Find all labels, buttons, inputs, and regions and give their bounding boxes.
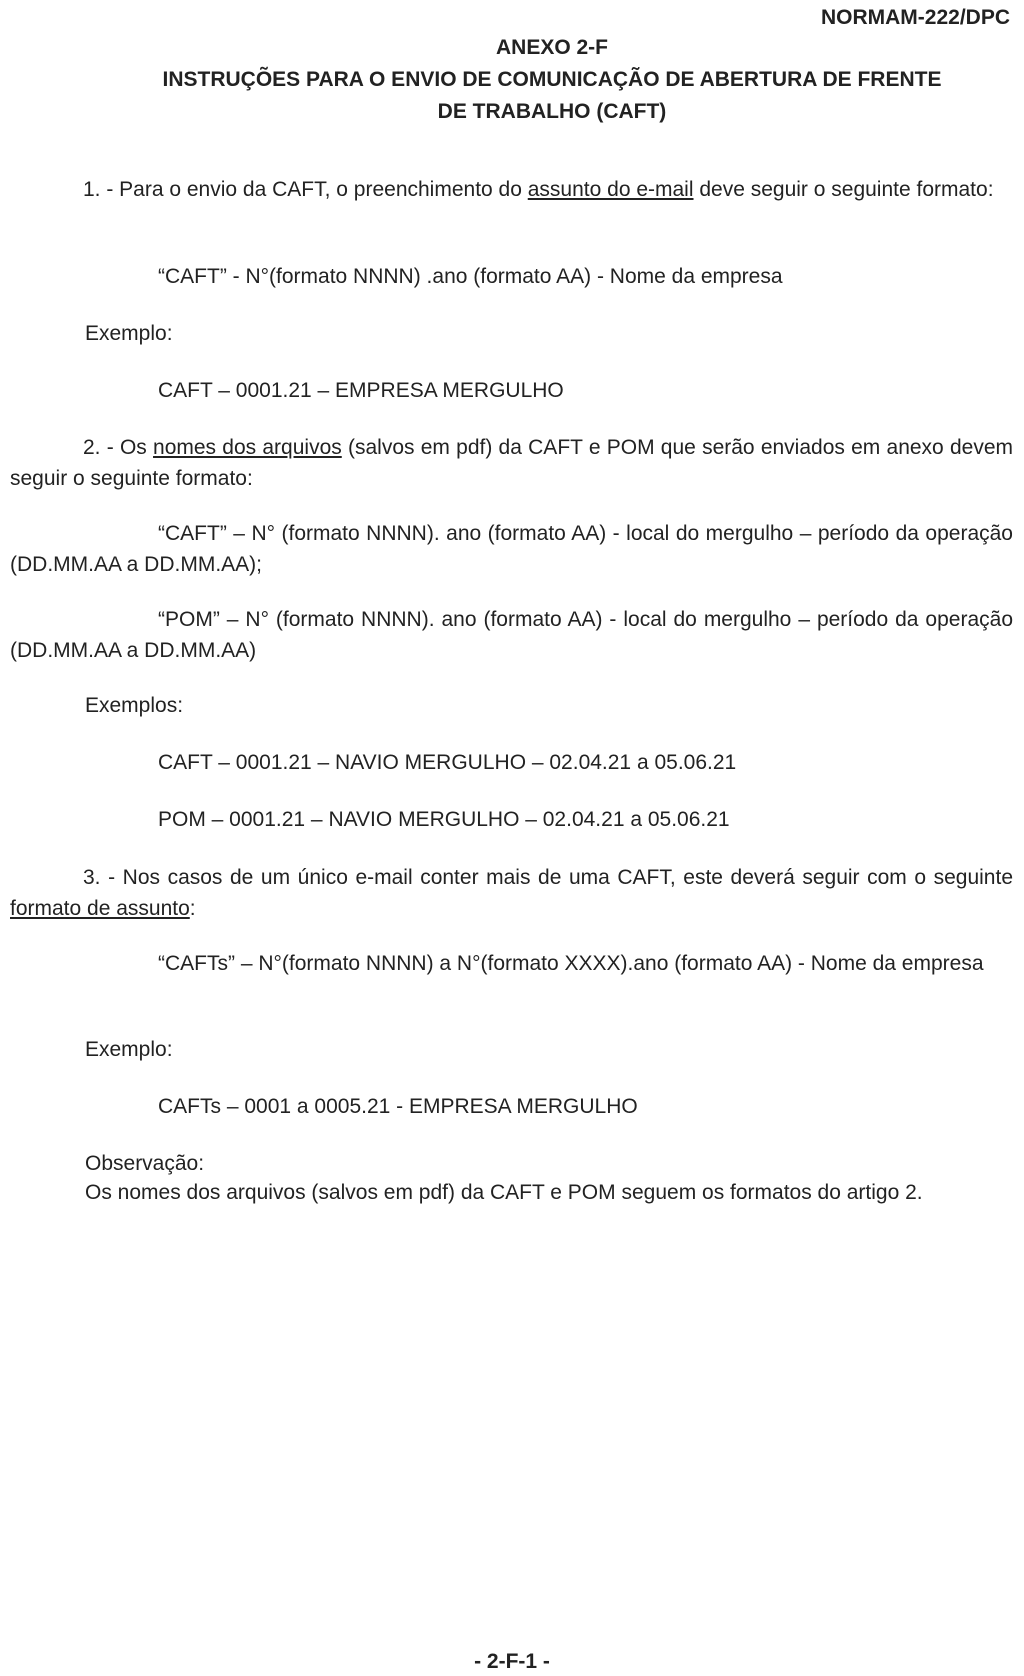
- section3-underlined: formato de assunto: [10, 897, 190, 920]
- section2-paragraph: [10, 432, 1013, 494]
- section1-example: CAFT – 0001.21 – EMPRESA MERGULHO: [158, 379, 564, 402]
- observation-label: Observação:: [85, 1152, 205, 1175]
- section2-example-pom: POM – 0001.21 – NAVIO MERGULHO – 02.04.21 a 05.06.21: [158, 808, 730, 831]
- section2-format-caft: “CAFT” – N° (formato NNNN). ano (formato AA) - local do mergulho – período da operação (DD.MM.AA a DD.MM.AA);: [10, 522, 1013, 576]
- section1-format: “CAFT” - N°(formato NNNN) .ano (formato AA) - Nome da empresa: [158, 265, 783, 288]
- section2-format-pom: “POM” – N° (formato NNNN). ano (formato AA) - local do mergulho – período da operação (DD.MM.AA a DD.MM.AA): [10, 608, 1013, 662]
- section3-paragraph: [10, 862, 1013, 924]
- section3-text-pre: 3. - Nos casos de um único e-mail conter mais de uma CAFT, este deverá seguir com o seguinte: [83, 866, 1013, 889]
- page-number: - 2-F-1 -: [474, 1650, 550, 1673]
- section1-example-label: Exemplo:: [85, 322, 173, 345]
- section2-text-pre: 2. - Os: [83, 436, 154, 459]
- section2-example-caft: CAFT – 0001.21 – NAVIO MERGULHO – 02.04.21 a 05.06.21: [158, 751, 737, 774]
- section1-underlined: assunto do e-mail: [527, 178, 694, 201]
- section3-example: CAFTs – 0001 a 0005.21 - EMPRESA MERGULHO: [158, 1095, 638, 1118]
- annex-subtitle-line2: DE TRABALHO (CAFT): [437, 100, 667, 123]
- annex-title: ANEXO 2-F: [495, 36, 608, 59]
- section1-text-post: deve seguir o seguinte formato:: [693, 178, 994, 201]
- section3-format: “CAFTs” – N°(formato NNNN) a N°(formato XXXX).ano (formato AA) - Nome da empresa: [158, 952, 984, 975]
- section1-paragraph: [10, 174, 1013, 205]
- section3-example-label: Exemplo:: [85, 1038, 173, 1061]
- section2-underlined: nomes dos arquivos: [153, 436, 342, 459]
- document-code: NORMAM-222/DPC: [820, 6, 1010, 29]
- section3-text-post: :: [189, 897, 196, 920]
- observation-text: Os nomes dos arquivos (salvos em pdf) da CAFT e POM seguem os formatos do artigo 2.: [85, 1181, 923, 1204]
- section2-text-post: (salvos em pdf) da CAFT e POM que serão enviados em anexo devem seguir o seguinte formato:: [10, 436, 1013, 490]
- annex-subtitle-line1: INSTRUÇÕES PARA O ENVIO DE COMUNICAÇÃO DE ABERTURA DE FRENTE: [162, 68, 942, 91]
- section1-text-pre: 1. - Para o envio da CAFT, o preenchimento do: [83, 178, 528, 201]
- section2-examples-label: Exemplos:: [85, 694, 184, 717]
